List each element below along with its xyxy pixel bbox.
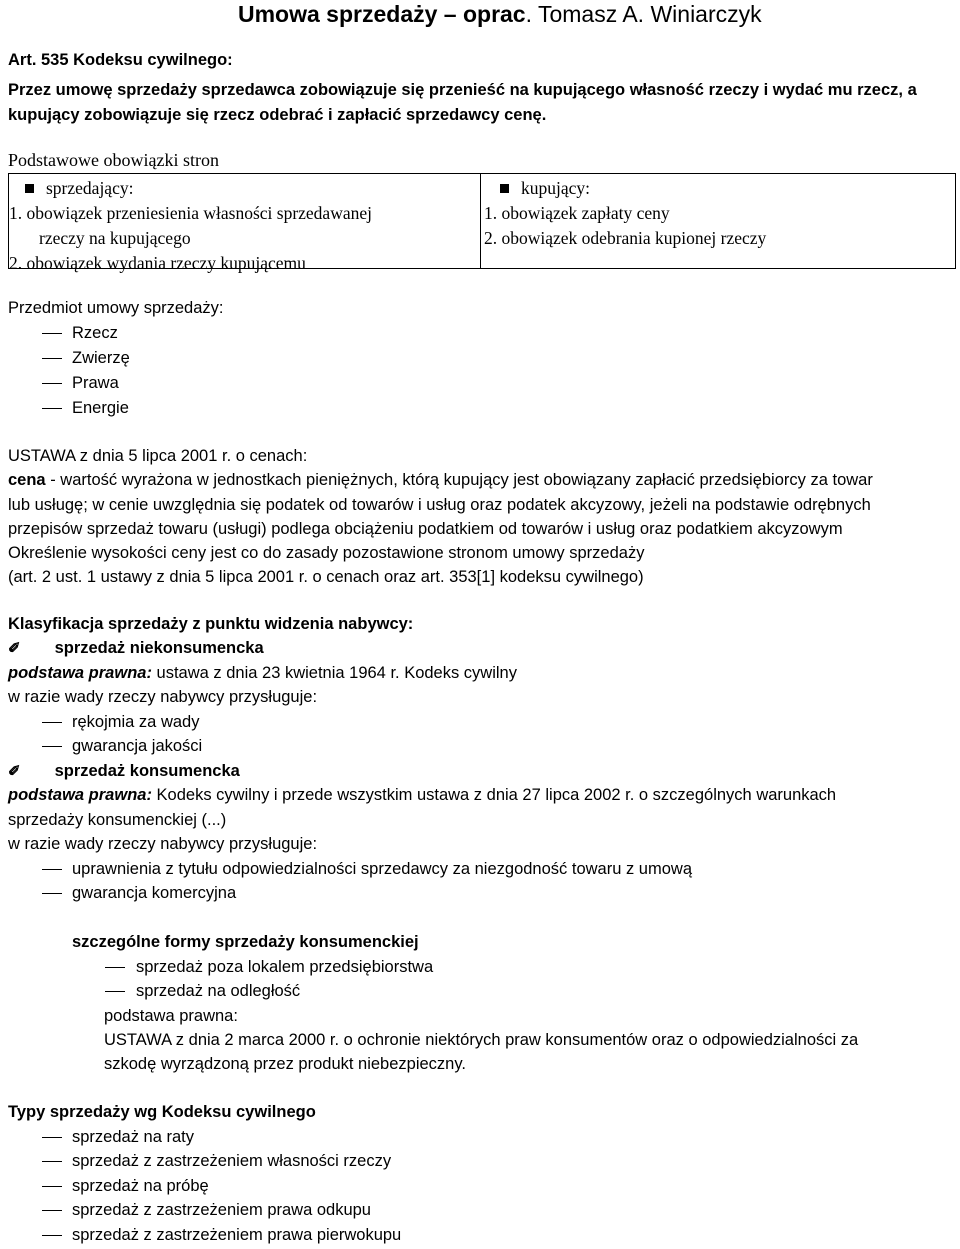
subject-item: Zwierzę bbox=[72, 349, 130, 367]
dash-icon bbox=[105, 967, 125, 968]
subject-item: Energie bbox=[72, 399, 129, 417]
obligations-heading: Podstawowe obowiązki stron bbox=[8, 150, 219, 170]
pen-icon: ✐ bbox=[8, 763, 21, 780]
subject-item: Rzecz bbox=[72, 324, 118, 342]
dash-icon bbox=[42, 1137, 62, 1138]
article-heading: Art. 535 Kodeksu cywilnego: bbox=[8, 51, 233, 69]
right-item: gwarancja komercyjna bbox=[72, 884, 237, 902]
price-line-4: Określenie wysokości ceny jest co do zasady pozostawione stronom umowy sprzedaży bbox=[8, 544, 645, 562]
bullet-square-icon bbox=[25, 184, 34, 193]
seller-column bbox=[9, 176, 372, 276]
non-consumer-basis: podstawa prawna: ustawa z dnia 23 kwietnia 1964 r. Kodeks cywilny bbox=[8, 664, 517, 682]
right-item: uprawnienia z tytułu odpowiedzialności sprzedawcy za niezgodność towaru z umową bbox=[72, 860, 692, 878]
price-line-1: cena - wartość wyrażona w jednostkach pieniężnych, którą kupujący jest obowiązany zapłacić przedsiębiorcy za towar bbox=[8, 471, 873, 489]
title-main: Umowa sprzedaży – oprac bbox=[238, 1, 526, 27]
seller-line-2: rzeczy na kupującego bbox=[39, 228, 191, 248]
pen-icon: ✐ bbox=[8, 640, 21, 657]
type-item: sprzedaż z zastrzeżeniem prawa odkupu bbox=[72, 1201, 371, 1219]
types-heading: Typy sprzedaży wg Kodeksu cywilnego bbox=[8, 1103, 316, 1121]
buyer-column bbox=[484, 176, 766, 251]
buyer-line-1: 1. obowiązek zapłaty ceny bbox=[484, 203, 670, 223]
dash-icon bbox=[42, 722, 62, 723]
type-item: sprzedaż na próbę bbox=[72, 1177, 209, 1195]
definition-line-1: Przez umowę sprzedaży sprzedawca zobowiązuje się przenieść na kupującego własność rzeczy i wydać mu rzecz, a bbox=[8, 81, 917, 99]
definition-line-2: kupujący zobowiązuje się rzecz odebrać i zapłacić sprzedawcy cenę. bbox=[8, 106, 547, 124]
special-item: sprzedaż poza lokalem przedsiębiorstwa bbox=[136, 958, 434, 976]
price-line-3: przepisów sprzedaż towaru (usługi) podlega obciążeniu podatkiem od towarów i usług oraz podatkiem akcyzowym bbox=[8, 520, 843, 538]
special-basis-line-2: szkodę wyrządzoną przez produkt niebezpieczny. bbox=[104, 1055, 466, 1073]
special-heading: szczególne formy sprzedaży konsumenckiej bbox=[72, 933, 419, 951]
table-divider bbox=[480, 174, 481, 268]
price-line-2: lub usługę; w cenie uwzględnia się podatek od towarów i usług oraz podatek akcyzowy, jeżeli na podstawie odrębnych bbox=[8, 496, 871, 514]
dash-icon bbox=[42, 746, 62, 747]
dash-icon bbox=[42, 408, 62, 409]
price-heading: USTAWA z dnia 5 lipca 2001 r. o cenach: bbox=[8, 447, 308, 465]
dash-icon bbox=[105, 991, 125, 992]
obligations-table bbox=[8, 173, 956, 273]
type-item: sprzedaż z zastrzeżeniem własności rzeczy bbox=[72, 1152, 392, 1170]
type-item: sprzedaż z zastrzeżeniem prawa pierwokupu bbox=[72, 1226, 402, 1244]
right-item: gwarancja jakości bbox=[72, 737, 203, 755]
dash-icon bbox=[42, 869, 62, 870]
title-author: . Tomasz A. Winiarczyk bbox=[525, 1, 762, 27]
seller-line-1: 1. obowiązek przeniesienia własności sprzedawanej bbox=[9, 203, 372, 223]
buyer-label: kupujący: bbox=[521, 178, 591, 198]
buyer-line-2: 2. obowiązek odebrania kupionej rzeczy bbox=[484, 228, 767, 248]
special-item: sprzedaż na odległość bbox=[136, 982, 301, 1000]
seller-label: sprzedający: bbox=[46, 178, 134, 198]
document-title bbox=[238, 0, 762, 28]
consumer-basis: podstawa prawna: Kodeks cywilny i przede wszystkim ustawa z dnia 27 lipca 2002 r. o szczególnych warunkach bbox=[8, 786, 837, 804]
consumer-basis-cont: sprzedaży konsumenckiej (...) bbox=[8, 811, 227, 829]
special-basis-line-1: USTAWA z dnia 2 marca 2000 r. o ochronie niektórych praw konsumentów oraz o odpowiedzialności za bbox=[104, 1031, 859, 1049]
price-line-5: (art. 2 ust. 1 ustawy z dnia 5 lipca 2001 r. o cenach oraz art. 353[1] kodeksu cywilnego) bbox=[8, 568, 644, 586]
type-item: sprzedaż na raty bbox=[72, 1128, 194, 1146]
subject-item: Prawa bbox=[72, 374, 119, 392]
dash-icon bbox=[42, 1210, 62, 1211]
dash-icon bbox=[42, 383, 62, 384]
dash-icon bbox=[42, 1161, 62, 1162]
special-basis-label: podstawa prawna: bbox=[104, 1007, 238, 1025]
right-item: rękojmia za wady bbox=[72, 713, 200, 731]
consumer-rights-heading: w razie wady rzeczy nabywcy przysługuje: bbox=[8, 835, 318, 853]
price-term: cena bbox=[8, 471, 46, 489]
dash-icon bbox=[42, 333, 62, 334]
consumer-label: ✐ sprzedaż konsumencka bbox=[8, 759, 240, 784]
dash-icon bbox=[42, 893, 62, 894]
classification-heading: Klasyfikacja sprzedaży z punktu widzenia nabywcy: bbox=[8, 615, 414, 633]
seller-line-3: 2. obowiązek wydania rzeczy kupującemu bbox=[9, 253, 306, 273]
dash-icon bbox=[42, 1186, 62, 1187]
subject-heading: Przedmiot umowy sprzedaży: bbox=[8, 299, 224, 317]
dash-icon bbox=[42, 1235, 62, 1236]
non-consumer-rights-heading: w razie wady rzeczy nabywcy przysługuje: bbox=[8, 688, 318, 706]
non-consumer-label: ✐ sprzedaż niekonsumencka bbox=[8, 636, 264, 661]
dash-icon bbox=[42, 358, 62, 359]
bullet-square-icon bbox=[500, 184, 509, 193]
